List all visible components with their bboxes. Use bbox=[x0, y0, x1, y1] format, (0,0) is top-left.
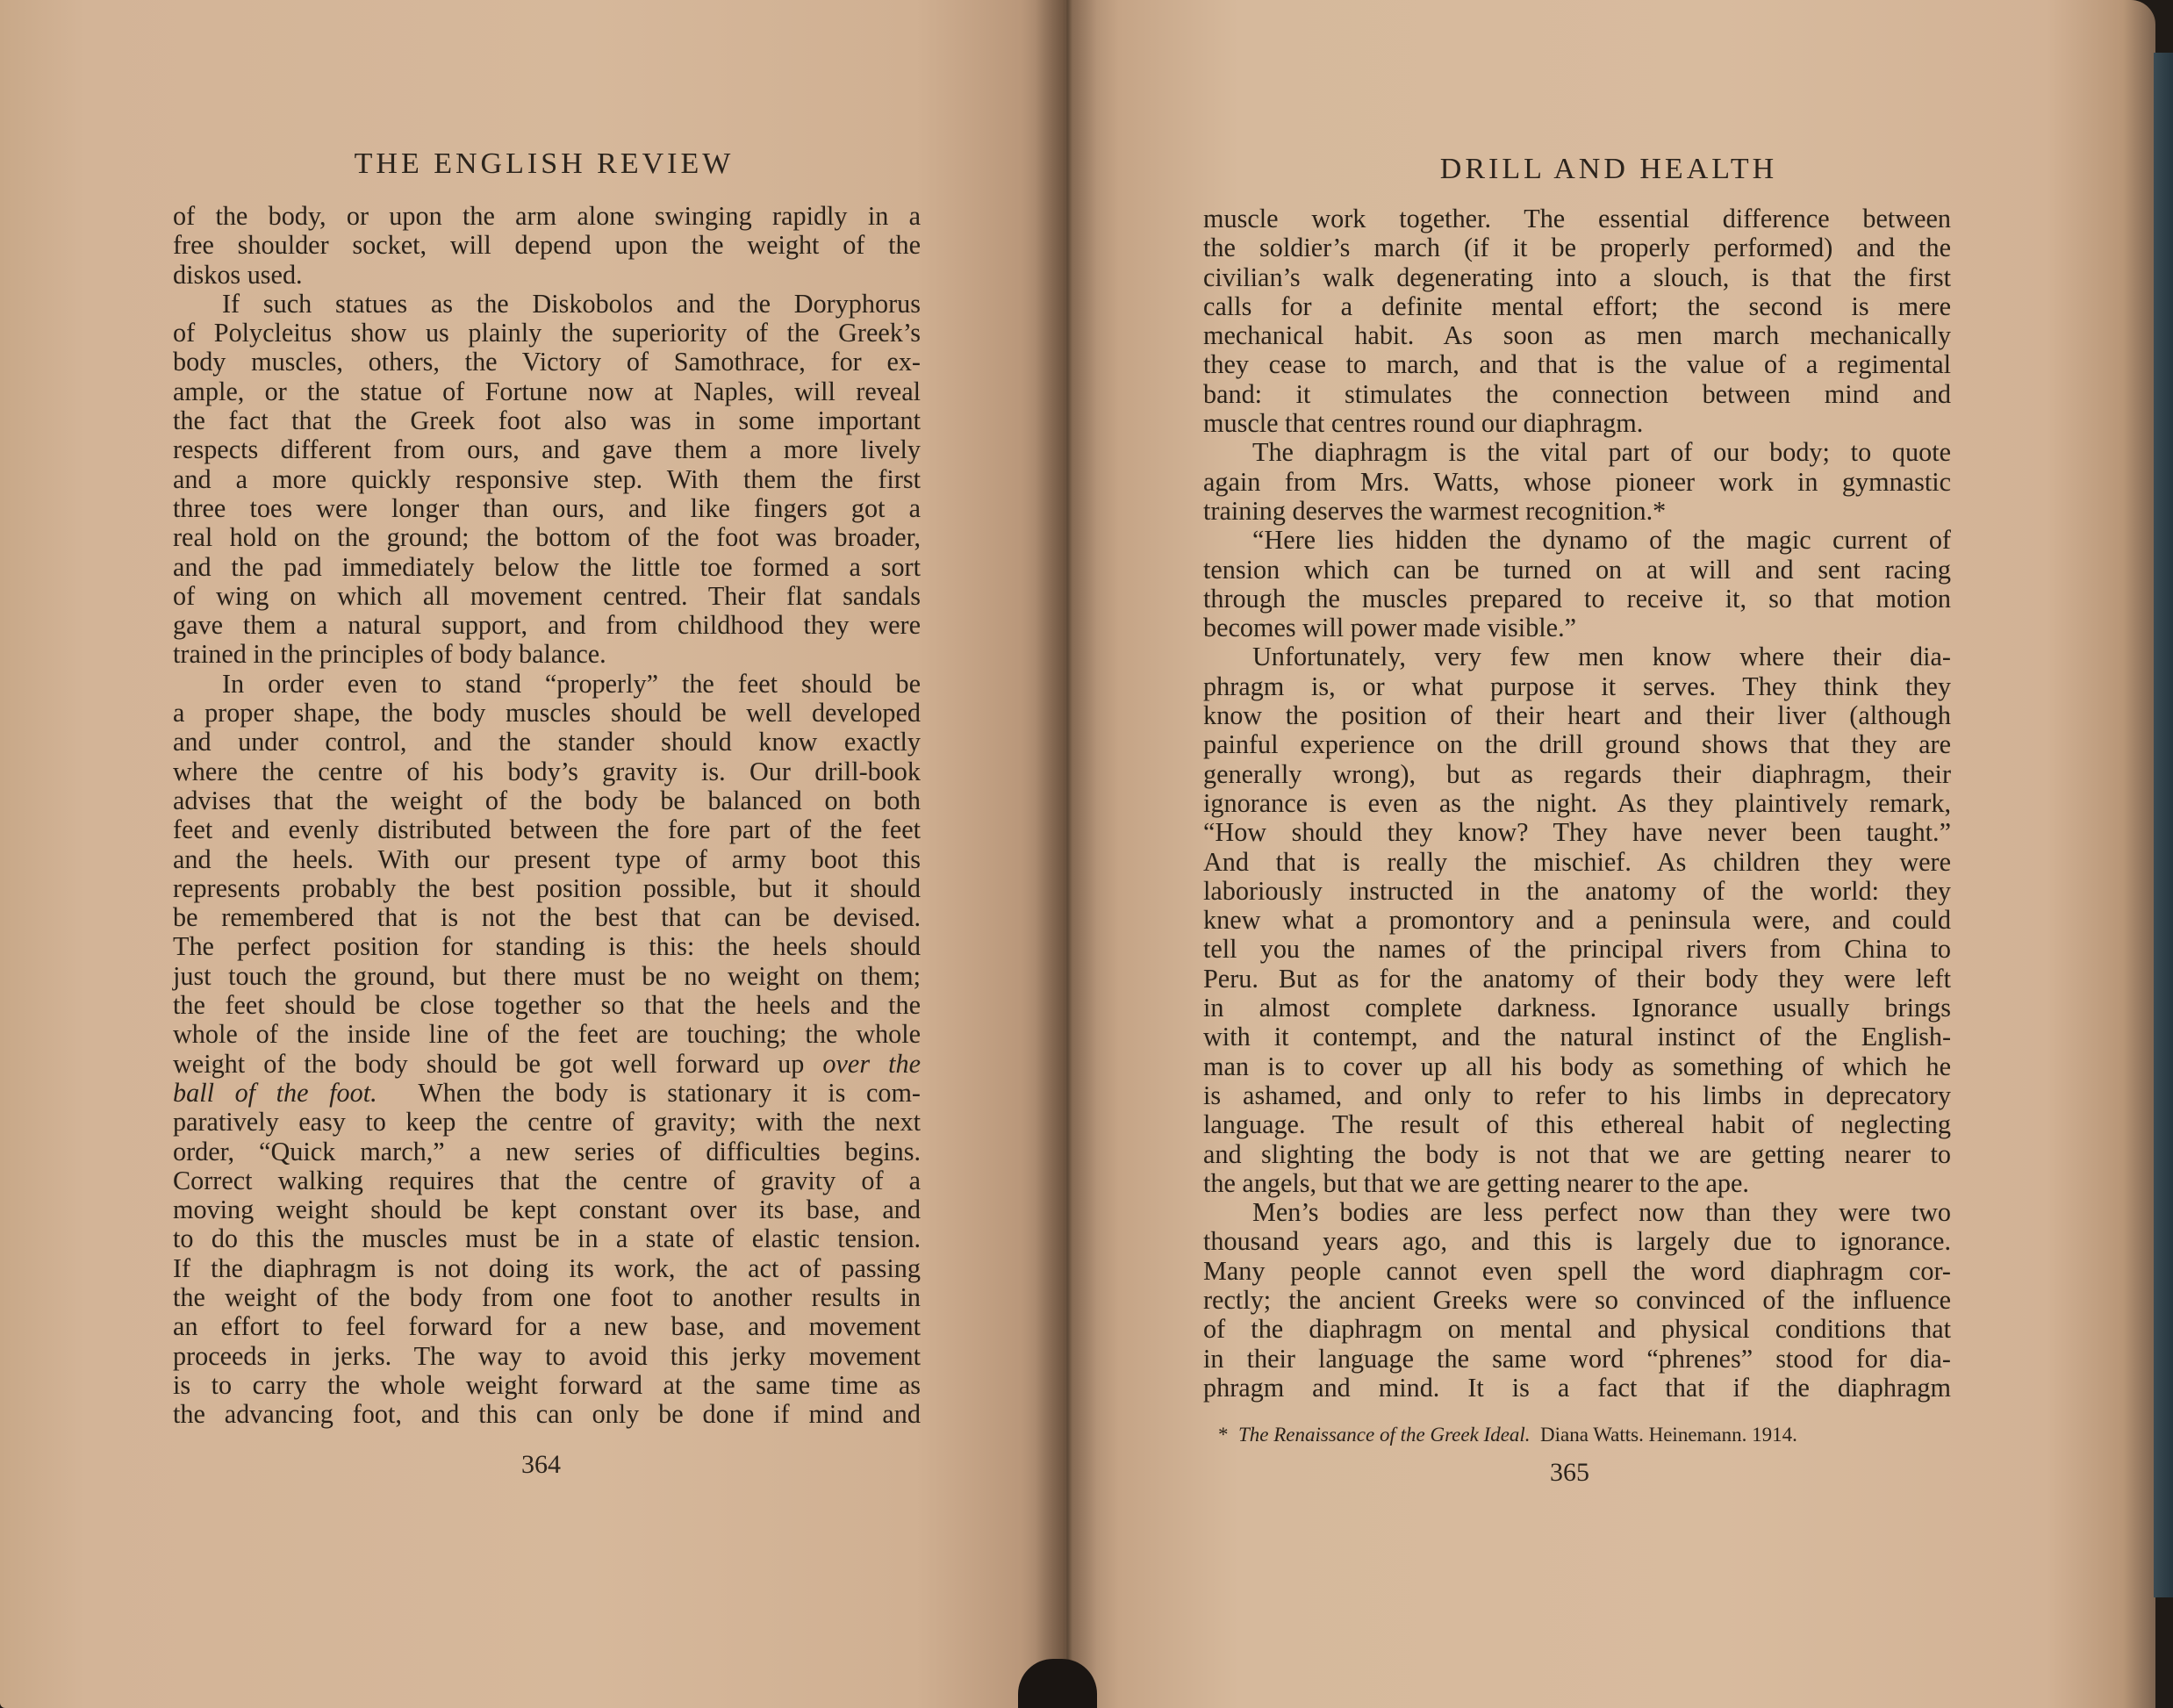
text-line: Men’s bodies are less perfect now than they were two bbox=[1252, 1197, 1951, 1228]
footnote bbox=[1218, 1424, 1797, 1446]
text-line: three toes were longer than ours, and like fingers got a bbox=[173, 492, 921, 523]
right-page bbox=[1065, 0, 2155, 1708]
text-line: If such statues as the Diskobolos and the Doryphorus bbox=[222, 288, 921, 319]
text-line: phragm is, or what purpose it serves. They think they bbox=[1203, 671, 1951, 701]
text-line: man is to cover up all his body as something of which he bbox=[1203, 1051, 1951, 1081]
text-line: painful experience on the drill ground shows that they are bbox=[1203, 729, 1951, 760]
text-line: of Polycleitus show us plainly the superiority of the Greek’s bbox=[173, 318, 921, 348]
text-line: calls for a definite mental effort; the second is mere bbox=[1203, 291, 1951, 321]
text-line: respects different from ours, and gave them a more lively bbox=[173, 434, 921, 465]
text-fragment: When the body is stationary it is com- bbox=[418, 1077, 921, 1108]
text-line: the angels, but that we are getting nearer to the ape. bbox=[1203, 1167, 1749, 1198]
text-line: a proper shape, the body muscles should be well developed bbox=[173, 698, 921, 728]
text-line: Peru. But as for the anatomy of their body they were left bbox=[1203, 963, 1951, 994]
text-line: mechanical habit. As soon as men march mechanically bbox=[1203, 320, 1951, 351]
text-line: “Here lies hidden the dynamo of the magic current of bbox=[1252, 525, 1951, 556]
text-line: the weight of the body from one foot to another results in bbox=[173, 1281, 921, 1312]
text-line: Unfortunately, very few men know where their dia- bbox=[1252, 642, 1951, 672]
text-line: proceeds in jerks. The way to avoid this jerky movement bbox=[173, 1340, 921, 1371]
footnote-marker: * bbox=[1218, 1424, 1229, 1446]
text-line: the soldier’s march (if it be properly performed) and the bbox=[1203, 233, 1951, 263]
footnote-title: The Renaissance of the Greek Ideal. bbox=[1238, 1424, 1531, 1446]
text-fragment: weight of the body should be got well forward up bbox=[173, 1048, 805, 1079]
cover-edge bbox=[2154, 53, 2173, 1597]
text-line: becomes will power made visible.” bbox=[1203, 613, 1577, 643]
text-line: Correct walking requires that the centre of gravity of a bbox=[173, 1165, 921, 1195]
text-line: the advancing foot, and this can only be done if mind and bbox=[173, 1399, 921, 1430]
text-line: rectly; the ancient Greeks were so convinced of the influence bbox=[1203, 1284, 1951, 1315]
text-line: of the diaphragm on mental and physical conditions that bbox=[1203, 1314, 1951, 1345]
italic-fragment: ball of the foot. bbox=[173, 1077, 377, 1108]
text-line: muscle work together. The essential difference between bbox=[1203, 204, 1951, 233]
text-line: paratively easy to keep the centre of gravity; with the next bbox=[173, 1107, 921, 1137]
footnote-citation: Diana Watts. Heinemann. 1914. bbox=[1540, 1424, 1797, 1446]
text-line: body muscles, others, the Victory of Samothrace, for ex- bbox=[173, 347, 921, 377]
text-line: be remembered that is not the best that can be devised. bbox=[173, 902, 921, 933]
text-line: tension which can be turned on at will and sent racing bbox=[1203, 554, 1951, 585]
text-line: training deserves the warmest recognition.* bbox=[1203, 495, 1667, 526]
text-line: represents probably the best position possible, but it should bbox=[173, 872, 921, 903]
text-line: where the centre of his body’s gravity is. Our drill-book bbox=[173, 756, 921, 786]
text-line: of the body, or upon the arm alone swinging rapidly in a bbox=[173, 201, 921, 231]
text-line: muscle that centres round our diaphragm. bbox=[1203, 408, 1644, 439]
text-line: In order even to stand “properly” the feet should be bbox=[222, 668, 921, 699]
text-line: civilian’s walk degenerating into a slouch, is that the first bbox=[1203, 262, 1951, 292]
text-line: tell you the names of the principal rivers from China to bbox=[1203, 934, 1951, 965]
page-number-right: 365 bbox=[1550, 1458, 1589, 1487]
text-line: in their language the same word “phrenes” stood for dia- bbox=[1203, 1343, 1951, 1374]
text-line: just touch the ground, but there must be no weight on them; bbox=[173, 960, 921, 991]
running-header-left: THE ENGLISH REVIEW bbox=[354, 147, 735, 180]
italic-fragment: over the bbox=[822, 1048, 921, 1079]
text-line: and under control, and the stander should know exactly bbox=[173, 727, 921, 757]
text-line: language. The result of this ethereal habit of neglecting bbox=[1203, 1109, 1951, 1140]
text-line bbox=[173, 1050, 921, 1079]
text-line: The diaphragm is the vital part of our body; to quote bbox=[1252, 437, 1951, 468]
text-line: in almost complete darkness. Ignorance usually brings bbox=[1203, 993, 1951, 1023]
left-page-text bbox=[173, 202, 921, 1429]
text-line: of wing on which all movement centred. Their flat sandals bbox=[173, 580, 921, 611]
gutter-shadow bbox=[1036, 0, 1097, 1708]
text-line: they cease to march, and that is the value of a regimental bbox=[1203, 349, 1951, 380]
text-line: thousand years ago, and this is largely due to ignorance. bbox=[1203, 1226, 1951, 1257]
text-line: knew what a promontory and a peninsula were, and could bbox=[1203, 905, 1951, 936]
right-page-text bbox=[1203, 205, 1951, 1403]
text-line: phragm and mind. It is a fact that if the diaphragm bbox=[1203, 1372, 1951, 1403]
text-line: Many people cannot even spell the word diaphragm cor- bbox=[1203, 1255, 1951, 1286]
text-line: order, “Quick march,” a new series of difficulties begins. bbox=[173, 1136, 921, 1166]
text-line: real hold on the ground; the bottom of the foot was broader, bbox=[173, 522, 921, 553]
text-line: and the pad immediately below the little toe formed a sort bbox=[173, 551, 921, 582]
page-number-left: 364 bbox=[521, 1450, 561, 1479]
text-line bbox=[173, 1079, 921, 1108]
text-line: and the heels. With our present type of army boot this bbox=[173, 843, 921, 874]
text-line: whole of the inside line of the feet are touching; the whole bbox=[173, 1019, 921, 1050]
text-line: gave them a natural support, and from childhood they were bbox=[173, 610, 921, 641]
text-line: feet and evenly distributed between the fore part of the feet bbox=[173, 815, 921, 845]
text-line: and slighting the body is not that we are getting nearer to bbox=[1203, 1138, 1951, 1169]
text-line: generally wrong), but as regards their diaphragm, their bbox=[1203, 758, 1951, 789]
text-line: And that is really the mischief. As children they were bbox=[1203, 846, 1951, 877]
text-line: If the diaphragm is not doing its work, the act of passing bbox=[173, 1252, 921, 1283]
text-line: The perfect position for standing is this: the heels should bbox=[173, 931, 921, 962]
text-line: trained in the principles of body balance. bbox=[173, 639, 606, 670]
text-line: with it contempt, and the natural instinct of the English- bbox=[1203, 1022, 1951, 1052]
text-line: laboriously instructed in the anatomy of the world: they bbox=[1203, 875, 1951, 906]
left-page bbox=[0, 0, 1065, 1708]
text-line: and a more quickly responsive step. With them the first bbox=[173, 463, 921, 494]
text-line: the fact that the Greek foot also was in some important bbox=[173, 405, 921, 436]
text-line: to do this the muscles must be in a state of elastic tension. bbox=[173, 1224, 921, 1254]
text-line: advises that the weight of the body be balanced on both bbox=[173, 785, 921, 815]
text-line: ample, or the statue of Fortune now at Naples, will reveal bbox=[173, 376, 921, 406]
text-line: is ashamed, and only to refer to his limbs in deprecatory bbox=[1203, 1080, 1951, 1110]
text-line: free shoulder socket, will depend upon the weight of the bbox=[173, 230, 921, 261]
text-line: ignorance is even as the night. As they plaintively remark, bbox=[1203, 787, 1951, 818]
text-line: the feet should be close together so that the heels and the bbox=[173, 990, 921, 1021]
text-line: diskos used. bbox=[173, 259, 303, 290]
text-line: moving weight should be kept constant over its base, and bbox=[173, 1195, 921, 1225]
text-line: through the muscles prepared to receive it, so that motion bbox=[1203, 583, 1951, 614]
running-header-right: DRILL AND HEALTH bbox=[1439, 153, 1778, 185]
text-line: “How should they know? They have never been taught.” bbox=[1203, 817, 1951, 848]
text-line: an effort to feel forward for a new base, and movement bbox=[173, 1311, 921, 1342]
text-line: is to carry the whole weight forward at the same time as bbox=[173, 1369, 921, 1400]
text-line: band: it stimulates the connection between mind and bbox=[1203, 378, 1951, 409]
text-line: again from Mrs. Watts, whose pioneer work in gymnastic bbox=[1203, 466, 1951, 497]
text-line: know the position of their heart and their liver (although bbox=[1203, 700, 1951, 731]
